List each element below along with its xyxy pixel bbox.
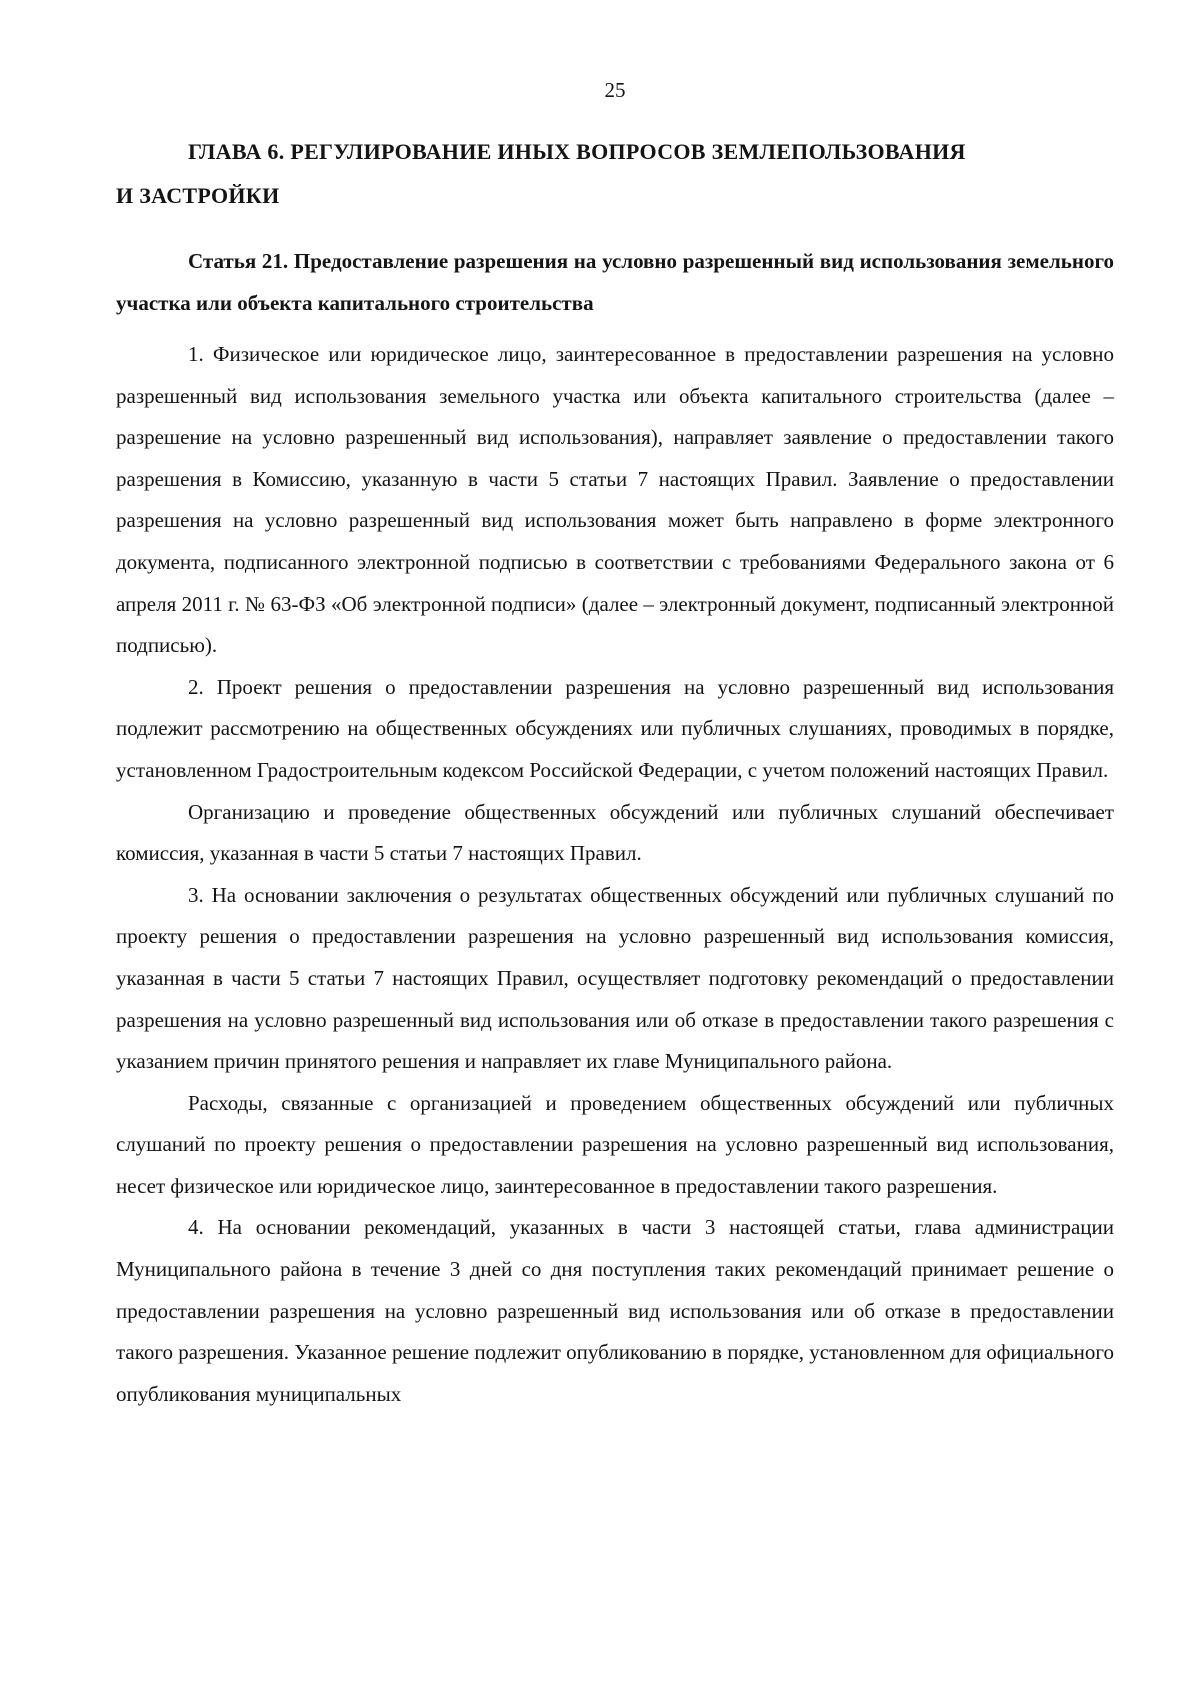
chapter-title <box>116 130 1114 218</box>
paragraph-3-continuation: Расходы, связанные с организацией и проведением общественных обсуждений или публичных слушаний по проекту решения о предоставлении разрешения на условно разрешенный вид использования, несет физическое или юридическое лицо, заинтересованное в предоставлении такого разрешения. <box>116 1090 1114 1198</box>
paragraph-3: 3. На основании заключения о результатах общественных обсуждений или публичных слушаний по проекту решения о предоставлении разрешения на условно разрешенный вид использования комиссия, указанная в части 5 статьи 7 настоящих Правил, осуществляет подготовку рекомендаций о предоставлении разрешения на условно разрешенный вид использования или об отказе в предоставлении такого разрешения с указанием причин принятого решения и направляет их главе Муниципального района. <box>116 882 1114 1074</box>
page-content <box>116 130 1114 1415</box>
paragraph-4: 4. На основании рекомендаций, указанных в части 3 настоящей статьи, глава администрации Муниципального района в течение 3 дней со дня поступления таких рекомендаций принимает решение о предоставлении разрешения на условно разрешенный вид использования или об отказе в предоставлении такого разрешения. Указанное решение подлежит опубликованию в порядке, установленном для официального опубликования муниципальных <box>116 1215 1114 1406</box>
paragraph-1: 1. Физическое или юридическое лицо, заинтересованное в предоставлении разрешения на условно разрешенный вид использования земельного участка или объекта капитального строительства (далее – разрешение на условно разрешенный вид использования), направляет заявление о предоставлении такого разрешения в Комиссию, указанную в части 5 статьи 7 настоящих Правил. Заявление о предоставлении разрешения на условно разрешенный вид использования может быть направлено в форме электронного документа, подписанного электронной подписью в соответствии с требованиями Федерального закона от 6 апреля 2011 г. № 63-ФЗ «Об электронной подписи» (далее – электронный документ, подписанный электронной подписью). <box>116 342 1114 658</box>
paragraph-2: 2. Проект решения о предоставлении разрешения на условно разрешенный вид использования подлежит рассмотрению на общественных обсуждениях или публичных слушаниях, проводимых в порядке, установленном Градостроительным кодексом Российской Федерации, с учетом положений настоящих Правил. <box>116 674 1114 782</box>
article-body <box>116 334 1114 1415</box>
chapter-title-line2: И ЗАСТРОЙКИ <box>116 183 280 208</box>
paragraph-2-continuation: Организацию и проведение общественных обсуждений или публичных слушаний обеспечивает комиссия, указанная в части 5 статьи 7 настоящих Правил. <box>116 799 1114 866</box>
chapter-title-line1: ГЛАВА 6. РЕГУЛИРОВАНИЕ ИНЫХ ВОПРОСОВ ЗЕМЛЕПОЛЬЗОВАНИЯ <box>188 139 966 164</box>
article-title: Статья 21. Предоставление разрешения на условно разрешенный вид использования земельного участка или объекта капитального строительства <box>116 249 1114 315</box>
page-number: 25 <box>604 78 626 102</box>
